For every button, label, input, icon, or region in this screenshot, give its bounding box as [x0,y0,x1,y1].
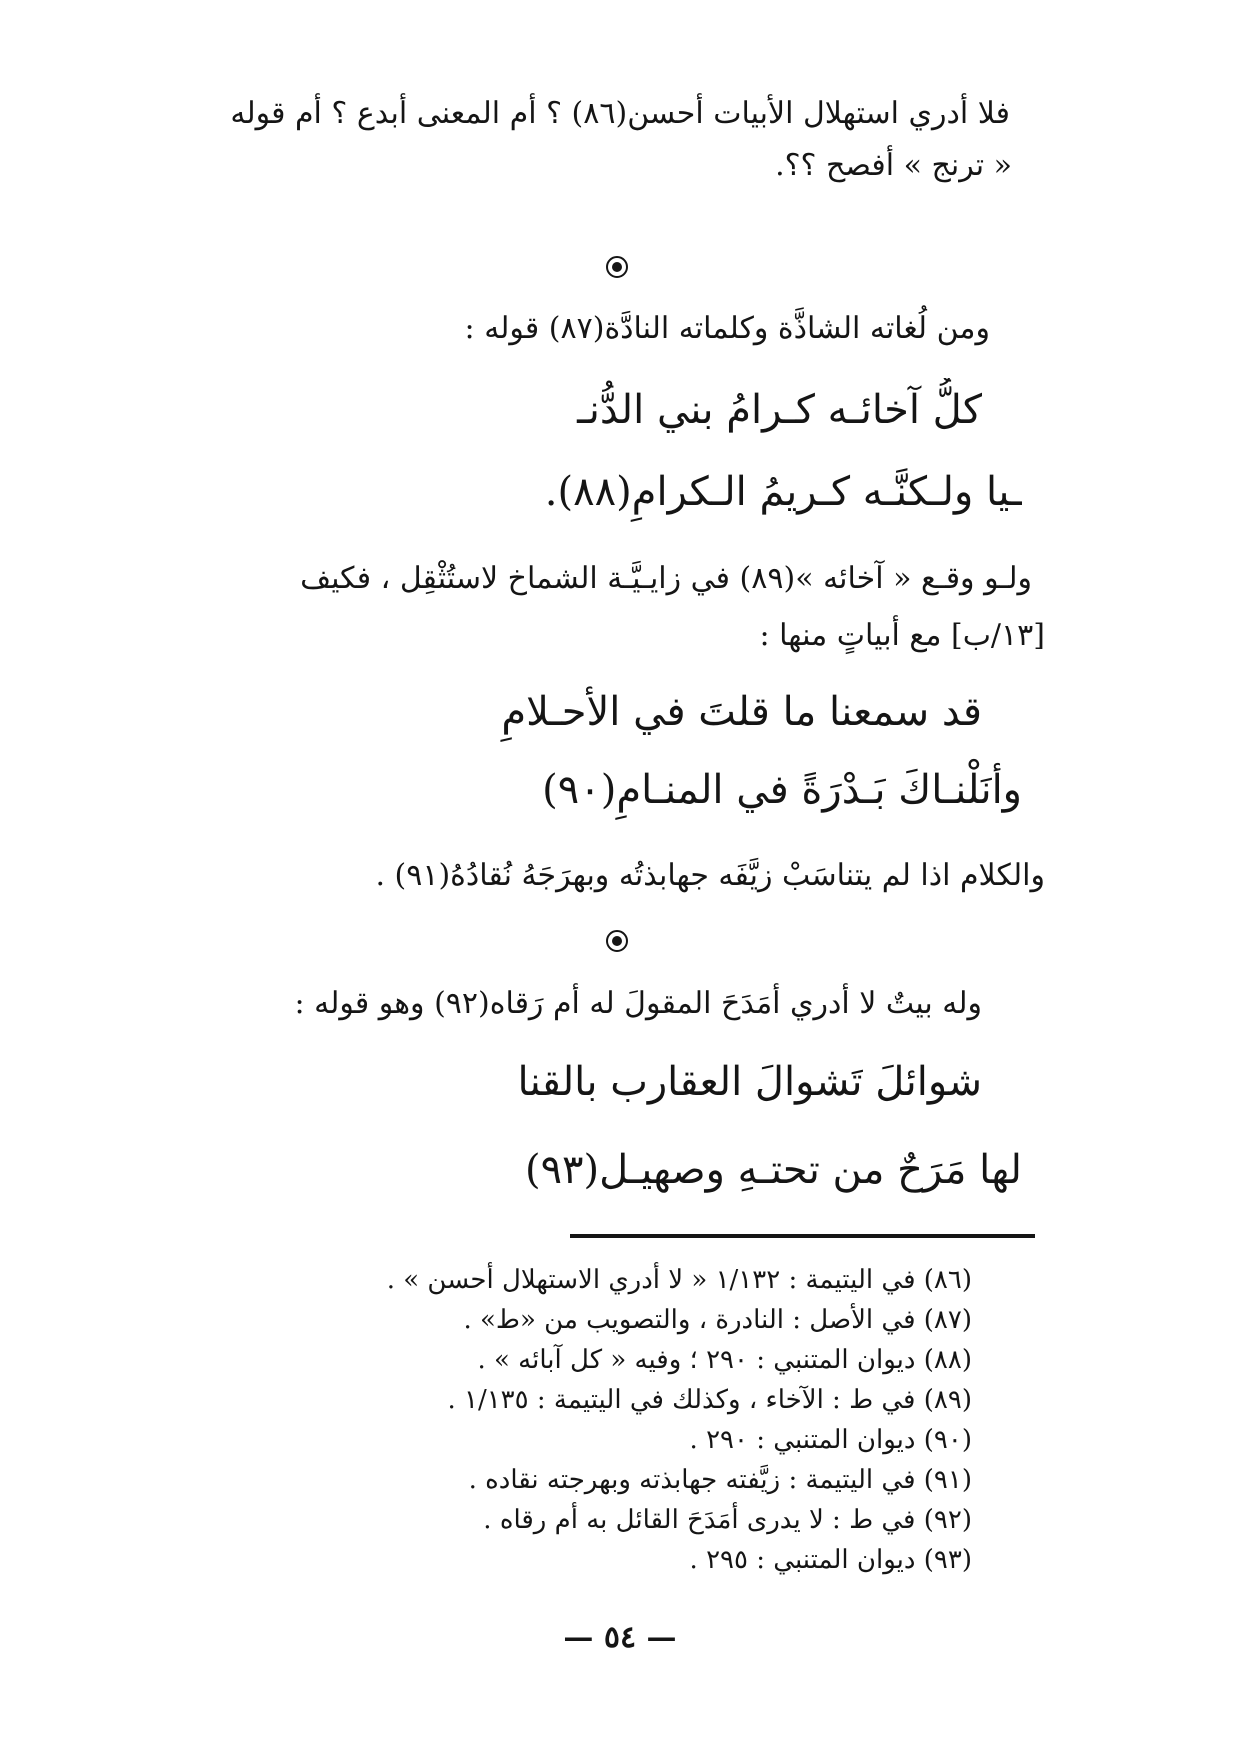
paragraph-line: والكلام اذا لم يتناسَبْ زيَّفَه جهابذتُه وبهرَجَهُ نُقادُهُ(٩١) . [375,858,1045,893]
verse-line: وأنَلْنـاكَ بَـدْرَةً في المنـامِ(٩٠) [542,767,1022,813]
footnote-item: (٨٨) ديوان المتنبي : ٢٩٠ ؛ وفيه « كل آبائه » . [477,1345,972,1375]
footnote-item: (٩٣) ديوان المتنبي : ٢٩٥ . [689,1545,972,1575]
ornament-circle-icon [606,256,628,278]
footnote-item: (٩٢) في ط : لا يدرى أمَدَحَ القائل به أم رقاه . [483,1505,972,1535]
verse-line: لها مَرَحٌ من تحتـهِ وصهيـل(٩٣) [524,1147,1022,1193]
verse-line: قد سمعنا ما قلتَ في الأحـلامِ [501,689,982,735]
verse-line: كلُّ آخائـه كـرامُ بني الدُّنـ [577,387,982,433]
paragraph-line: وله بيتٌ لا أدري أمَدَحَ المقولَ له أم رَقاه(٩٢) وهو قوله : [294,986,982,1021]
footnote-item: (٩١) في اليتيمة : زيَّفته جهابذته وبهرجته نقاده . [468,1465,972,1495]
page-number: — ٥٤ — [563,1620,677,1655]
footnote-item: (٨٩) في ط : الآخاء ، وكذلك في اليتيمة : ١/١٣٥ . [447,1385,972,1415]
footnote-separator [570,1234,1035,1238]
paragraph-line: فلا أدري استهلال الأبيات أحسن(٨٦) ؟ أم المعنى أبدع ؟ أم قوله [230,96,1010,131]
paragraph-line: « ترنج » أفصح ؟؟. [775,148,1012,183]
verse-line: شوائلَ تَشوالَ العقارب بالقنا [517,1059,982,1105]
footnote-item: (٨٧) في الأصل : النادرة ، والتصويب من «ط» . [463,1305,972,1335]
paragraph-line: ولـو وقـع « آخائه »(٨٩) في زايـيَّـة الشماخ لاستُثْقِل ، فكيف [300,561,1032,596]
paragraph-line: [١٣/ب] مع أبياتٍ منها : [759,618,1045,653]
verse-line: ـيا ولـكنَّـه كـريمُ الـكرامِ(٨٨). [544,469,1022,515]
paragraph-line: ومن لُغاته الشاذَّة وكلماته النادَّة(٨٧) قوله : [464,311,990,346]
footnote-item: (٩٠) ديوان المتنبي : ٢٩٠ . [689,1425,972,1455]
footnote-item: (٨٦) في اليتيمة : ١/١٣٢ « لا أدري الاستهلال أحسن » . [386,1265,972,1295]
ornament-circle-icon [606,930,628,952]
